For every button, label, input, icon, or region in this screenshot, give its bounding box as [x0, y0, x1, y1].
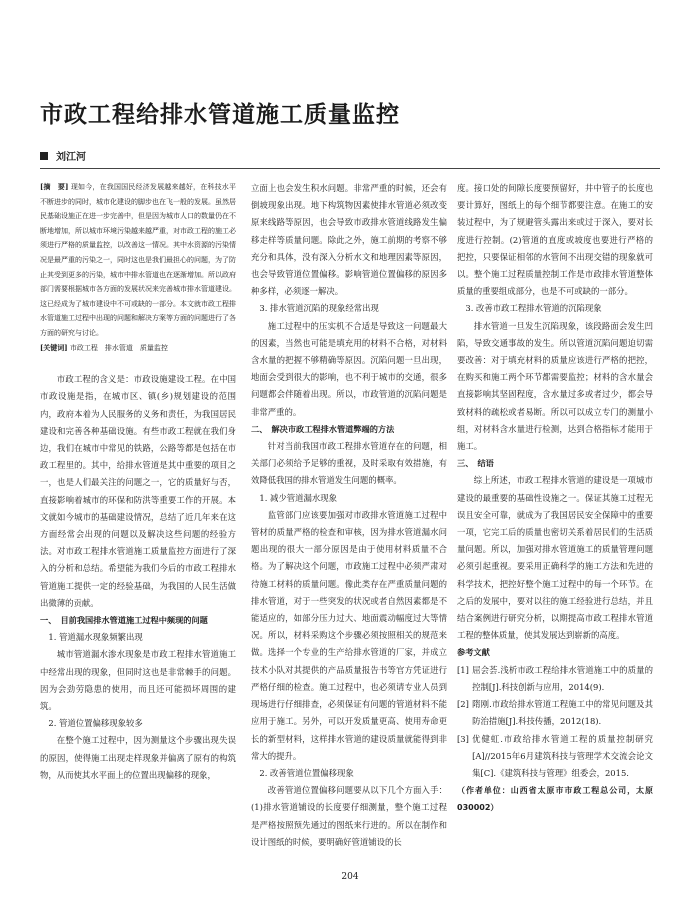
keywords-text: 市政工程 排水管道 质量监控: [69, 343, 168, 352]
column-middle: [251, 180, 447, 851]
column-left: [40, 180, 236, 784]
section-heading: 三、 结语: [457, 458, 494, 469]
body-paragraph: 在整个施工过程中，因为测量这个步骤出现失误的原因，使得施工出现走样现象并偏离了原有的构筑物，从而使其水平面上的位置出现偏移的现象，: [40, 735, 236, 780]
reference-text: 优健虹.市政给排水管道工程的质量控制研究[A]//2015年6月建筑科技与管理学术交流会论文集[C].《建筑科技与管理》组委会，2015.: [472, 733, 653, 778]
reference-text: 屈会荟.浅析市政工程给排水管道施工中的质量的控制[J].科技创新与应用，2014(9).: [472, 664, 653, 692]
body-paragraph: 监管部门应该要加强对市政排水管道施工过程中管材的质量严格的检查和审核，因为排水管道漏水问题出现的很大一部分原因是由于使用材料质量不合格。为了解决这个问题，市政施工过程中必须严肃对待施工材料的质量问题。像此类存在严重质量问题的排水管道，对于一些突发的状况或者自然因素都是不能适应的，如部分压力过大、地面震动幅度过大等情况。所以，材料采购这个步骤必须按照相关的规范来做。选择一个专业的生产给排水管道的厂家，并成立技术小队对其提供的产品质量报告书等官方凭证进行严格仔细的检查。施工过程中，也必须请专业人员到现场进行仔细排查，必须保证有问题的管道材料不能应用于施工。另外，可以开发质量更高、使用寿命更长的新型材料，这样排水管道的建设质量就能得到非常大的提升。: [251, 509, 447, 761]
abstract-text: 现如今，在我国国民经济发展越来越好，在科技水平不断进步的同时，城市化建设的脚步也在飞一般的发展。虽然居民基础设施正在进一步完善中，但是因为城市人口的数量仍在不断地增加，所以城市环境污染越来越严重，对市政工程的施工必须进行严格的质量监控，以改善这一情况。其中水资源的污染情况是最严重的污染之一，同时这也是我们最担心的问题，为了防止其受到更多的污染，城市中排水管道也在逐渐增加。所以政府部门需要根据城市各方面的发展状况来完善城市排水管道建设。这已经成为了城市建设中不可或缺的一部分。本文就市政工程排水管道施工过程中出现的问题和解决方案等方面的问题进行了各方面的研究与讨论。: [40, 183, 237, 337]
subsection-heading: 1. 减少管道漏水现象: [259, 492, 338, 503]
author-affiliation: （作者单位：山西省太原市市政工程总公司，太原030002）: [457, 786, 653, 813]
body-paragraph: 市政工程的含义是：市政设施建设工程。在中国市政设施是指，在城市区、镇(乡)规划建设的范围内，政府本着为人民服务的义务和责任，为我国居民建设和完善各种基础设施。有些市政工程就在我们身边，我们在城市中常见的铁路，公路等都是包括在市政工程里的。其中，给排水管道是其中重要的项目之一，也是人们最关注的问题之一，它的质量好与否，直接影响着城市的环保和防洪等重要工作的开展。本文就如今城市的基础建设情况，总结了近几年来在这方面经常会出现的问题以及解决这些问题的经验方法。对市政工程排水管道施工质量监控方面进行了深入的分析和总结。希望能为我们今后的市政工程排水管道施工提供一定的经验基础，为我国的人民生活做出微薄的贡献。: [40, 374, 236, 608]
reference-number: [2]: [457, 699, 469, 710]
subsection-heading: 2. 管道位置偏移现象较多: [48, 718, 143, 729]
body-paragraph: 度。接口处的间隙长度要预留好，井中管子的长度也要计算好，图纸上的每个细节都要注意。在施工的安装过程中，为了规避管头露出来或过于深入，要对长度进行控制。(2)管道的直度或坡度也要进行严格的把控，只要保证相邻的水管间不出现交错的现象就可以。整个施工过程质量控制工作是市政排水管道整体质量的重要组成部分，也是不可或缺的一部分。: [457, 183, 653, 297]
subsection-heading: 3. 改善市政工程排水管道的沉陷现象: [465, 303, 602, 314]
keywords-label: [关键词]: [40, 342, 68, 352]
page-number: 204: [341, 872, 359, 882]
subsection-heading: 2. 改善管道位置偏移现象: [259, 767, 354, 778]
body-paragraph: 排水管道一旦发生沉陷现象，该段路面会发生凹陷，导致交通事故的发生。所以管道沉陷问题迫切需要改善：对于填充材料的质量应该进行严格的把控，在购买和施工两个环节都需要监控；材料的含水量会直接影响其坚固程度，含水量过多或者过少，都会导致材料的疏松或者易断。所以可以成立专门的测量小组，对材料含水量进行检测，达到合格指标才能用于施工。: [457, 320, 653, 452]
author-line: [40, 148, 86, 163]
reference-item: [457, 696, 653, 730]
title-divider: [40, 168, 660, 169]
subsection-heading: 3. 排水管道沉陷的现象经常出现: [259, 303, 379, 314]
body-left: [40, 371, 236, 784]
subsection-heading: 1. 管道漏水现象频繁出现: [48, 632, 143, 643]
square-bullet-icon: [40, 152, 48, 160]
body-paragraph: 立面上也会发生积水问题。非常严重的时候，还会有倒坡现象出现。地下构筑物因素使排水管道必须改变原来线路等原因，也会导致市政排水管道线路发生偏移走样等质量问题。除此之外，施工前期的考察不够充分和具体，没有深入分析水文和地理因素等原因，也会导致管道位置偏移。影响管道位置偏移的原因多种多样，必须逐一解决。: [251, 183, 447, 297]
section-heading: 参考文献: [457, 647, 490, 658]
body-paragraph: 城市管道漏水渗水现象是市政工程排水管道施工中经常出现的现象，但同时这也是非常棘手的问题。因为会劲劳隐患的使用，而且还可能损坏周围的建筑。: [40, 649, 236, 711]
body-paragraph: 改善管道位置偏移问题要从以下几个方面入手：(1)排水管道铺设的长度要仔细测量，整个施工过程是严格按照预先通过的图纸来行进的。所以在制作和设计图纸的时候，要明确好管道铺设的长: [251, 785, 447, 847]
keywords: [40, 341, 236, 356]
abstract: [40, 180, 236, 355]
body-paragraph: 针对当前我国市政工程排水管道存在的问题，相关部门必须给予足够的重视，及时采取有效措施，有效降低我国的排水管道发生问题的概率。: [251, 441, 447, 486]
author-name: 刘江河: [56, 152, 86, 163]
abstract-label: [摘 要]: [40, 182, 69, 191]
section-heading: 二、 解决市政工程排水管道弊端的方法: [251, 423, 395, 434]
column-right: [457, 180, 653, 817]
body-paragraph: 施工过程中的压实机不合适是导致这一问题最大的因素，当然也可能是填充用的材料不合格，对材料含水量的把握不够精确等原因。沉陷问题一旦出现，地面会受到很大的影响，也不利于城市的交通，很多问题都会伴随着出现。所以，市政管道的沉陷问题是非常严重的。: [251, 320, 447, 417]
reference-item: [457, 731, 653, 783]
section-heading: 一、 目前我国排水管道施工过程中频现的问题: [40, 614, 208, 625]
reference-text: 隋刚.市政给排水管道工程施工中的常见问题及其防治措施[J].科技传播，2012(18).: [472, 699, 653, 727]
reference-number: [1]: [457, 664, 469, 675]
abstract-paragraph: [40, 180, 236, 341]
reference-number: [3]: [457, 733, 469, 744]
paper-title: 市政工程给排水管道施工质量监控: [40, 102, 400, 128]
body-paragraph: 综上所述，市政工程排水管道的建设是一项城市建设的最重要的基础性设施之一。保证其施工过程无误且安全可靠，就成为了我国居民安全保障中的重要一项，它完工后的质量也密切关系着居民们的生活质量问题。所以，加强对排水管道施工的质量管理问题必须引起重视。要采用正确科学的施工方法和先进的科学技术，把控好整个施工过程中的每一个环节。在之后的发展中，要对以往的施工经验进行总结，并且结合案例进行研究分析，以期提高市政工程排水管道工程的整体质量，使其发展达到崭新的高度。: [457, 475, 653, 641]
reference-item: [457, 662, 653, 696]
